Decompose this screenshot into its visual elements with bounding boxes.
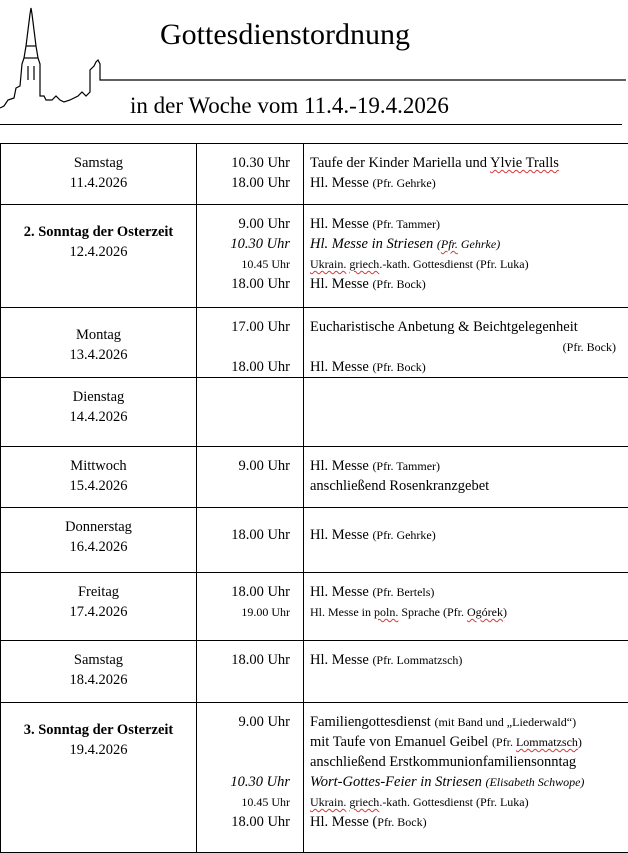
spellcheck-marked-text: Ogórek	[467, 605, 503, 619]
day-name: 3. Sonntag der Osterzeit	[24, 722, 174, 738]
time: 18.00 Uhr	[231, 527, 290, 543]
event-title: Hl. Messe	[310, 216, 369, 232]
event-title: anschließend Erstkommunionfamiliensonntag	[310, 754, 576, 770]
event-cell	[304, 378, 628, 447]
event-text: .-kath. Gottesdienst (Pfr. Luka)	[379, 257, 528, 271]
event-priest: (Pfr. Tammer)	[372, 459, 440, 473]
table-row	[1, 508, 628, 573]
event-text: anschließend Rosenkranzgebet	[310, 478, 489, 494]
day-date: 14.4.2026	[70, 409, 128, 425]
event-priest: (Pfr. Gehrke)	[372, 176, 435, 190]
time-cell	[197, 144, 304, 205]
event-priest: (Pfr. Bock)	[372, 277, 425, 291]
event-title: Hl. Messe	[310, 527, 369, 543]
event-title: mit Taufe von Emanuel Geibel	[310, 734, 488, 750]
event-title: Wort-Gottes-Feier in Striesen	[310, 774, 482, 790]
event-text: )	[503, 605, 507, 619]
event-priest: Gehrke)	[458, 237, 500, 251]
time: 9.00 Uhr	[238, 714, 290, 730]
time: 18.00 Uhr	[231, 814, 290, 830]
spellcheck-marked-text: poln.	[374, 605, 398, 619]
day-cell	[1, 703, 197, 853]
event-title: Eucharistische Anbetung & Beichtgelegenheit	[310, 319, 578, 335]
table-row	[1, 205, 628, 308]
event-cell	[304, 308, 628, 378]
time: 18.00 Uhr	[231, 652, 290, 668]
day-name: Donnerstag	[65, 519, 132, 535]
event-text: Taufe der Kinder Mariella und	[310, 155, 490, 171]
event-text: Sprache (Pfr.	[398, 605, 467, 619]
event-priest: (Pfr. Gehrke)	[372, 528, 435, 542]
spellcheck-marked-text: Ukrain.	[310, 795, 346, 809]
time-cell	[197, 508, 304, 573]
day-cell	[1, 641, 197, 703]
event-priest: (Pfr. Bock)	[372, 360, 425, 374]
day-name: Samstag	[74, 155, 123, 171]
subtitle-underline	[0, 124, 622, 125]
day-date: 11.4.2026	[70, 175, 127, 191]
event-priest: (Pfr. Tammer)	[372, 217, 440, 231]
time: 10.45 Uhr	[241, 257, 290, 271]
day-cell	[1, 205, 197, 308]
event-priest: (Pfr. Bertels)	[372, 585, 434, 599]
spellcheck-marked-text: Pfr.	[441, 237, 458, 251]
day-cell	[1, 447, 197, 508]
time: 17.00 Uhr	[231, 319, 290, 335]
day-date: 13.4.2026	[70, 347, 128, 363]
time: 18.00 Uhr	[231, 276, 290, 292]
event-cell	[304, 573, 628, 641]
time-cell	[197, 378, 304, 447]
event-text: .-kath. Gottesdienst (Pfr. Luka)	[379, 795, 528, 809]
event-text: Hl. Messe in	[310, 605, 374, 619]
day-name: Freitag	[78, 584, 119, 600]
page-subtitle: in der Woche vom 11.4.-19.4.2026	[130, 93, 449, 119]
day-date: 16.4.2026	[70, 539, 128, 555]
event-priest: (Pfr. Lommatzsch)	[372, 653, 462, 667]
day-date: 15.4.2026	[70, 478, 128, 494]
table-row	[1, 378, 628, 447]
day-name: Dienstag	[73, 389, 125, 405]
table-row	[1, 641, 628, 703]
table-row	[1, 144, 628, 205]
table-row	[1, 447, 628, 508]
event-cell	[304, 641, 628, 703]
event-priest: (	[437, 237, 441, 251]
day-cell	[1, 508, 197, 573]
time: 10.30 Uhr	[231, 155, 290, 171]
event-priest: )	[578, 735, 582, 749]
event-title: Hl. Messe in Striesen	[310, 236, 433, 252]
time: 19.00 Uhr	[241, 605, 290, 619]
table-row	[1, 308, 628, 378]
time: 10.30 Uhr	[230, 236, 290, 252]
time-cell	[197, 573, 304, 641]
event-title: Hl. Messe	[310, 458, 369, 474]
day-date: 17.4.2026	[70, 604, 128, 620]
page-title: Gottesdienstordnung	[160, 18, 410, 52]
event-priest: (mit Band und „Liederwald“)	[434, 715, 576, 729]
spellcheck-marked-text: Ylvie Tralls	[490, 155, 559, 171]
day-date: 18.4.2026	[70, 672, 128, 688]
day-date: 19.4.2026	[70, 742, 128, 758]
event-title: Hl. Messe	[310, 276, 369, 292]
event-title: Hl. Messe (	[310, 814, 377, 830]
day-cell	[1, 378, 197, 447]
spellcheck-marked-text: griech	[349, 257, 379, 271]
event-priest: Pfr. Bock)	[377, 815, 426, 829]
spellcheck-marked-text: Lommatzsch	[516, 735, 578, 749]
time: 9.00 Uhr	[238, 458, 290, 474]
event-priest: (Pfr.	[492, 735, 516, 749]
spellcheck-marked-text: Ukrain.	[310, 257, 346, 271]
event-priest: (Pfr. Bock)	[310, 337, 628, 357]
table-row	[1, 573, 628, 641]
table-row	[1, 703, 628, 853]
event-title: Hl. Messe	[310, 359, 369, 375]
day-date: 12.4.2026	[70, 244, 128, 260]
event-title: Hl. Messe	[310, 652, 369, 668]
day-name: 2. Sonntag der Osterzeit	[24, 224, 174, 240]
time: 18.00 Uhr	[231, 359, 290, 375]
event-cell	[304, 447, 628, 508]
event-cell	[304, 703, 628, 853]
time: 18.00 Uhr	[231, 584, 290, 600]
event-title: Familiengottesdienst	[310, 714, 431, 730]
day-cell	[1, 573, 197, 641]
spellcheck-marked-text: griech	[349, 795, 379, 809]
event-cell	[304, 144, 628, 205]
time-cell	[197, 205, 304, 308]
event-title: Hl. Messe	[310, 584, 369, 600]
event-cell	[304, 508, 628, 573]
time: 10.45 Uhr	[241, 795, 290, 809]
time-cell	[197, 447, 304, 508]
time: 9.00 Uhr	[238, 216, 290, 232]
time: 10.30 Uhr	[230, 774, 290, 790]
day-name: Samstag	[74, 652, 123, 668]
day-name: Montag	[76, 327, 121, 343]
time-cell	[197, 308, 304, 378]
day-cell	[1, 308, 197, 378]
day-cell	[1, 144, 197, 205]
day-name: Mittwoch	[70, 458, 126, 474]
time: 18.00 Uhr	[231, 175, 290, 191]
time-cell	[197, 641, 304, 703]
event-title: Hl. Messe	[310, 175, 369, 191]
event-priest: (Elisabeth Schwope)	[485, 775, 584, 789]
time-cell	[197, 703, 304, 853]
schedule-table	[0, 143, 628, 853]
event-cell	[304, 205, 628, 308]
